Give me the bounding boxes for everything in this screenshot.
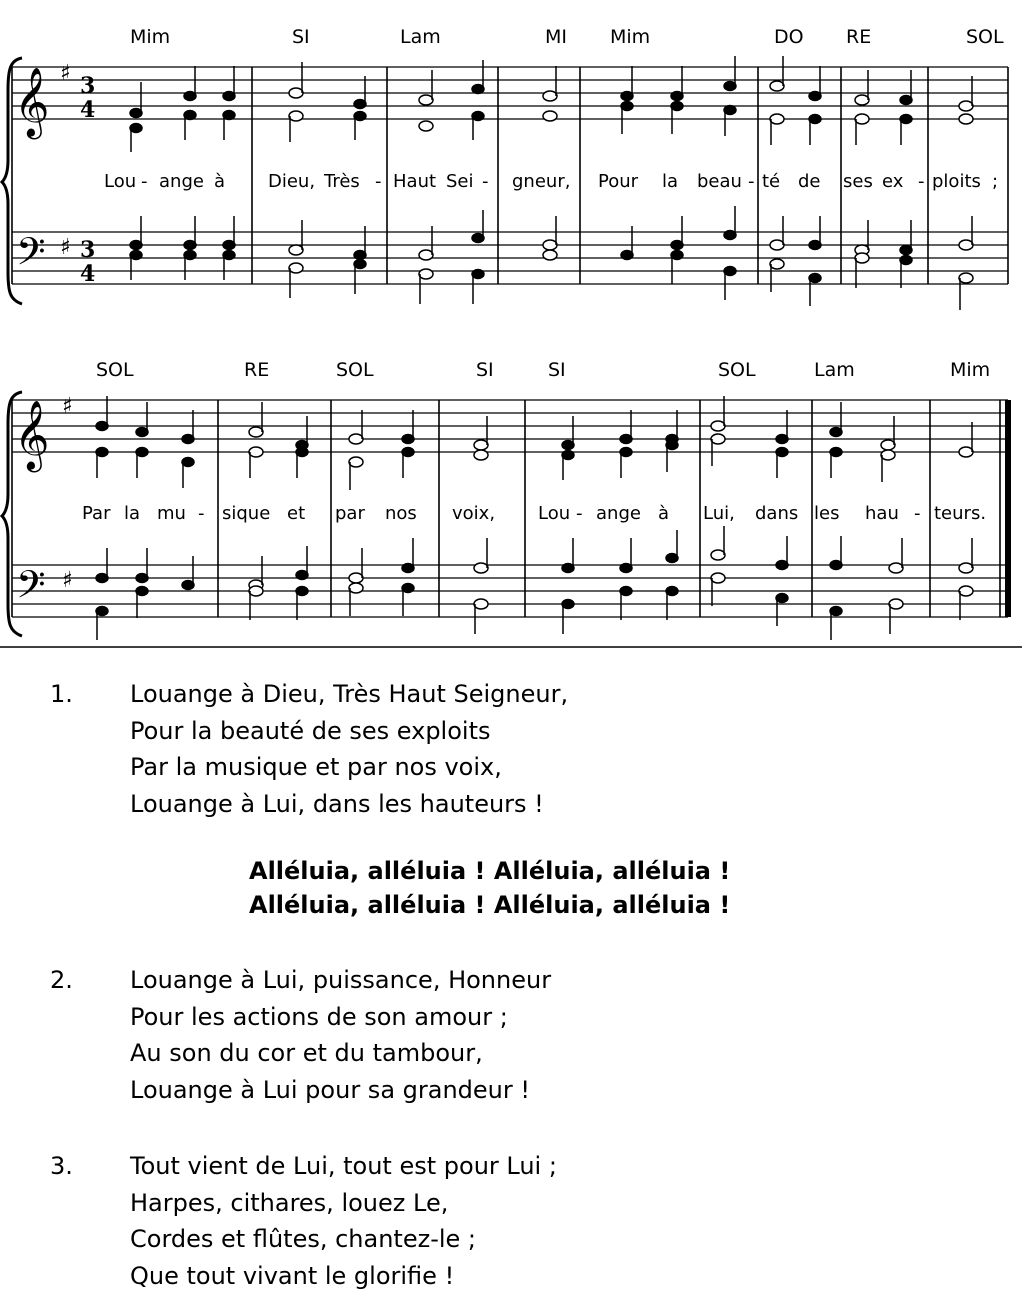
lyric-syllable: voix, (452, 503, 496, 524)
lyric-syllable: Très (324, 171, 360, 192)
lyric-syllable: nos (385, 503, 417, 524)
chord-symbol: SI (476, 359, 494, 381)
lyric-hyphen: - (141, 171, 148, 192)
bass-clef-icon: 𝄢 (16, 562, 46, 616)
lyric-syllable: mu (157, 503, 186, 524)
lyric-syllable: Dieu, (268, 171, 316, 192)
verses-section (0, 676, 1022, 1294)
verse-line: Tout vient de Lui, tout est pour Lui ; (130, 1152, 557, 1180)
verse-1 (0, 676, 1022, 822)
chord-symbol: SOL (718, 359, 756, 381)
lyric-hyphen: - (375, 171, 382, 192)
lyric-syllable: gneur, (512, 171, 571, 192)
music-score (0, 0, 1022, 650)
lyric-syllable: les (814, 503, 840, 524)
chorus (249, 854, 1022, 922)
time-sig-bottom: 4 (80, 261, 96, 287)
verse-line: Pour la beauté de ses exploits (130, 716, 491, 745)
time-sig-top: 3 (80, 73, 96, 99)
key-sharp-bass: ♯ (62, 568, 73, 593)
lyric-syllable: ses (843, 171, 873, 192)
chorus-line: Alléluia, alléluia ! Alléluia, alléluia ! (249, 857, 731, 885)
chord-symbol: Lam (400, 26, 441, 48)
treble-staff-lines (12, 67, 1008, 119)
lyric-syllable: Haut (393, 171, 437, 192)
chord-symbol: RE (244, 359, 270, 381)
lyric-hyphen: - (914, 503, 921, 524)
system-2 (2, 392, 1011, 636)
lyric-syllable: ange (596, 503, 641, 524)
verse-line: Louange à Dieu, Très Haut Seigneur, (130, 680, 569, 708)
chord-symbol: SI (292, 26, 310, 48)
lyric-syllable: Sei (446, 171, 474, 192)
verse-2 (0, 962, 1022, 1108)
lyric-syllable: sique (222, 503, 271, 524)
bass-clef-icon: 𝄢 (16, 229, 46, 283)
treble-staff-lines (12, 400, 1008, 452)
lyric-syllable: Pour (598, 171, 639, 192)
verse-line: Cordes et flûtes, chantez-le ; (130, 1225, 476, 1253)
time-sig-top: 3 (80, 237, 96, 263)
key-sharp-treble: ♯ (60, 61, 71, 86)
lyric-syllable: ; (992, 171, 999, 192)
chord-symbol: DO (774, 26, 804, 48)
chord-symbol: SOL (966, 26, 1004, 48)
lyric-hyphen: - (198, 503, 205, 524)
chord-symbol: Lam (814, 359, 855, 381)
lyric-syllable: par (335, 503, 365, 524)
treble-clef-icon: 𝄞 (14, 400, 50, 470)
lyric-syllable: à (658, 503, 670, 524)
lyric-syllable: la (124, 503, 141, 524)
verse-line: Louange à Lui pour sa grandeur ! (130, 1075, 530, 1104)
key-sharp-treble: ♯ (62, 394, 73, 419)
lyric-syllable: ex (882, 171, 904, 192)
lyric-syllable: hau (865, 503, 899, 524)
chord-symbol: RE (846, 26, 872, 48)
verse-number: 2. (50, 966, 73, 994)
lyric-syllable: la (662, 171, 679, 192)
lyric-syllable: et (287, 503, 306, 524)
lyric-row-1 (104, 171, 998, 192)
verse-line: Au son du cor et du tambour, (130, 1039, 483, 1067)
lyric-syllable: beau (697, 171, 742, 192)
lyric-syllable: teurs. (934, 503, 987, 524)
verse-line: Harpes, cithares, louez Le, (130, 1188, 449, 1217)
final-barline (1005, 400, 1011, 617)
verse-line: Que tout vivant le glorifie ! (130, 1261, 455, 1290)
verse-line: Par la musique et par nos voix, (130, 753, 502, 781)
lyric-hyphen: - (576, 503, 583, 524)
time-sig-bottom: 4 (80, 97, 96, 123)
key-sharp-bass: ♯ (60, 235, 71, 260)
lyric-syllable: Lou (104, 171, 137, 192)
verse-number: 1. (50, 680, 73, 708)
bass-staff-lines (12, 565, 1008, 617)
lyric-syllable: té (762, 171, 781, 192)
lyric-hyphen: - (482, 171, 489, 192)
verse-line: Louange à Lui, dans les hauteurs ! (130, 789, 544, 818)
chord-row-2 (96, 359, 990, 381)
chord-symbol: MI (545, 26, 567, 48)
chorus-line: Alléluia, alléluia ! Alléluia, alléluia ! (249, 891, 731, 919)
lyric-syllable: dans (755, 503, 799, 524)
chord-symbol: Mim (130, 26, 171, 48)
lyric-syllable: ploits (932, 171, 981, 192)
treble-clef-icon: 𝄞 (14, 67, 50, 137)
chord-symbol: SI (548, 359, 566, 381)
verse-line: Louange à Lui, puissance, Honneur (130, 966, 552, 994)
lyric-syllable: Lou (538, 503, 571, 524)
lyric-syllable: Par (82, 503, 111, 524)
lyric-hyphen: - (918, 171, 925, 192)
chord-symbol: SOL (336, 359, 374, 381)
verse-line: Pour les actions de son amour ; (130, 1002, 508, 1031)
verse-3 (0, 1148, 1022, 1294)
verse-number: 3. (50, 1152, 73, 1180)
lyric-hyphen: - (748, 171, 755, 192)
chord-row-1 (130, 26, 1004, 48)
lyric-syllable: de (798, 171, 821, 192)
chord-symbol: Mim (950, 359, 991, 381)
lyric-syllable: ange (159, 171, 204, 192)
lyric-syllable: à (214, 171, 226, 192)
chord-symbol: Mim (610, 26, 651, 48)
chord-symbol: SOL (96, 359, 134, 381)
lyric-syllable: Lui, (703, 503, 735, 524)
